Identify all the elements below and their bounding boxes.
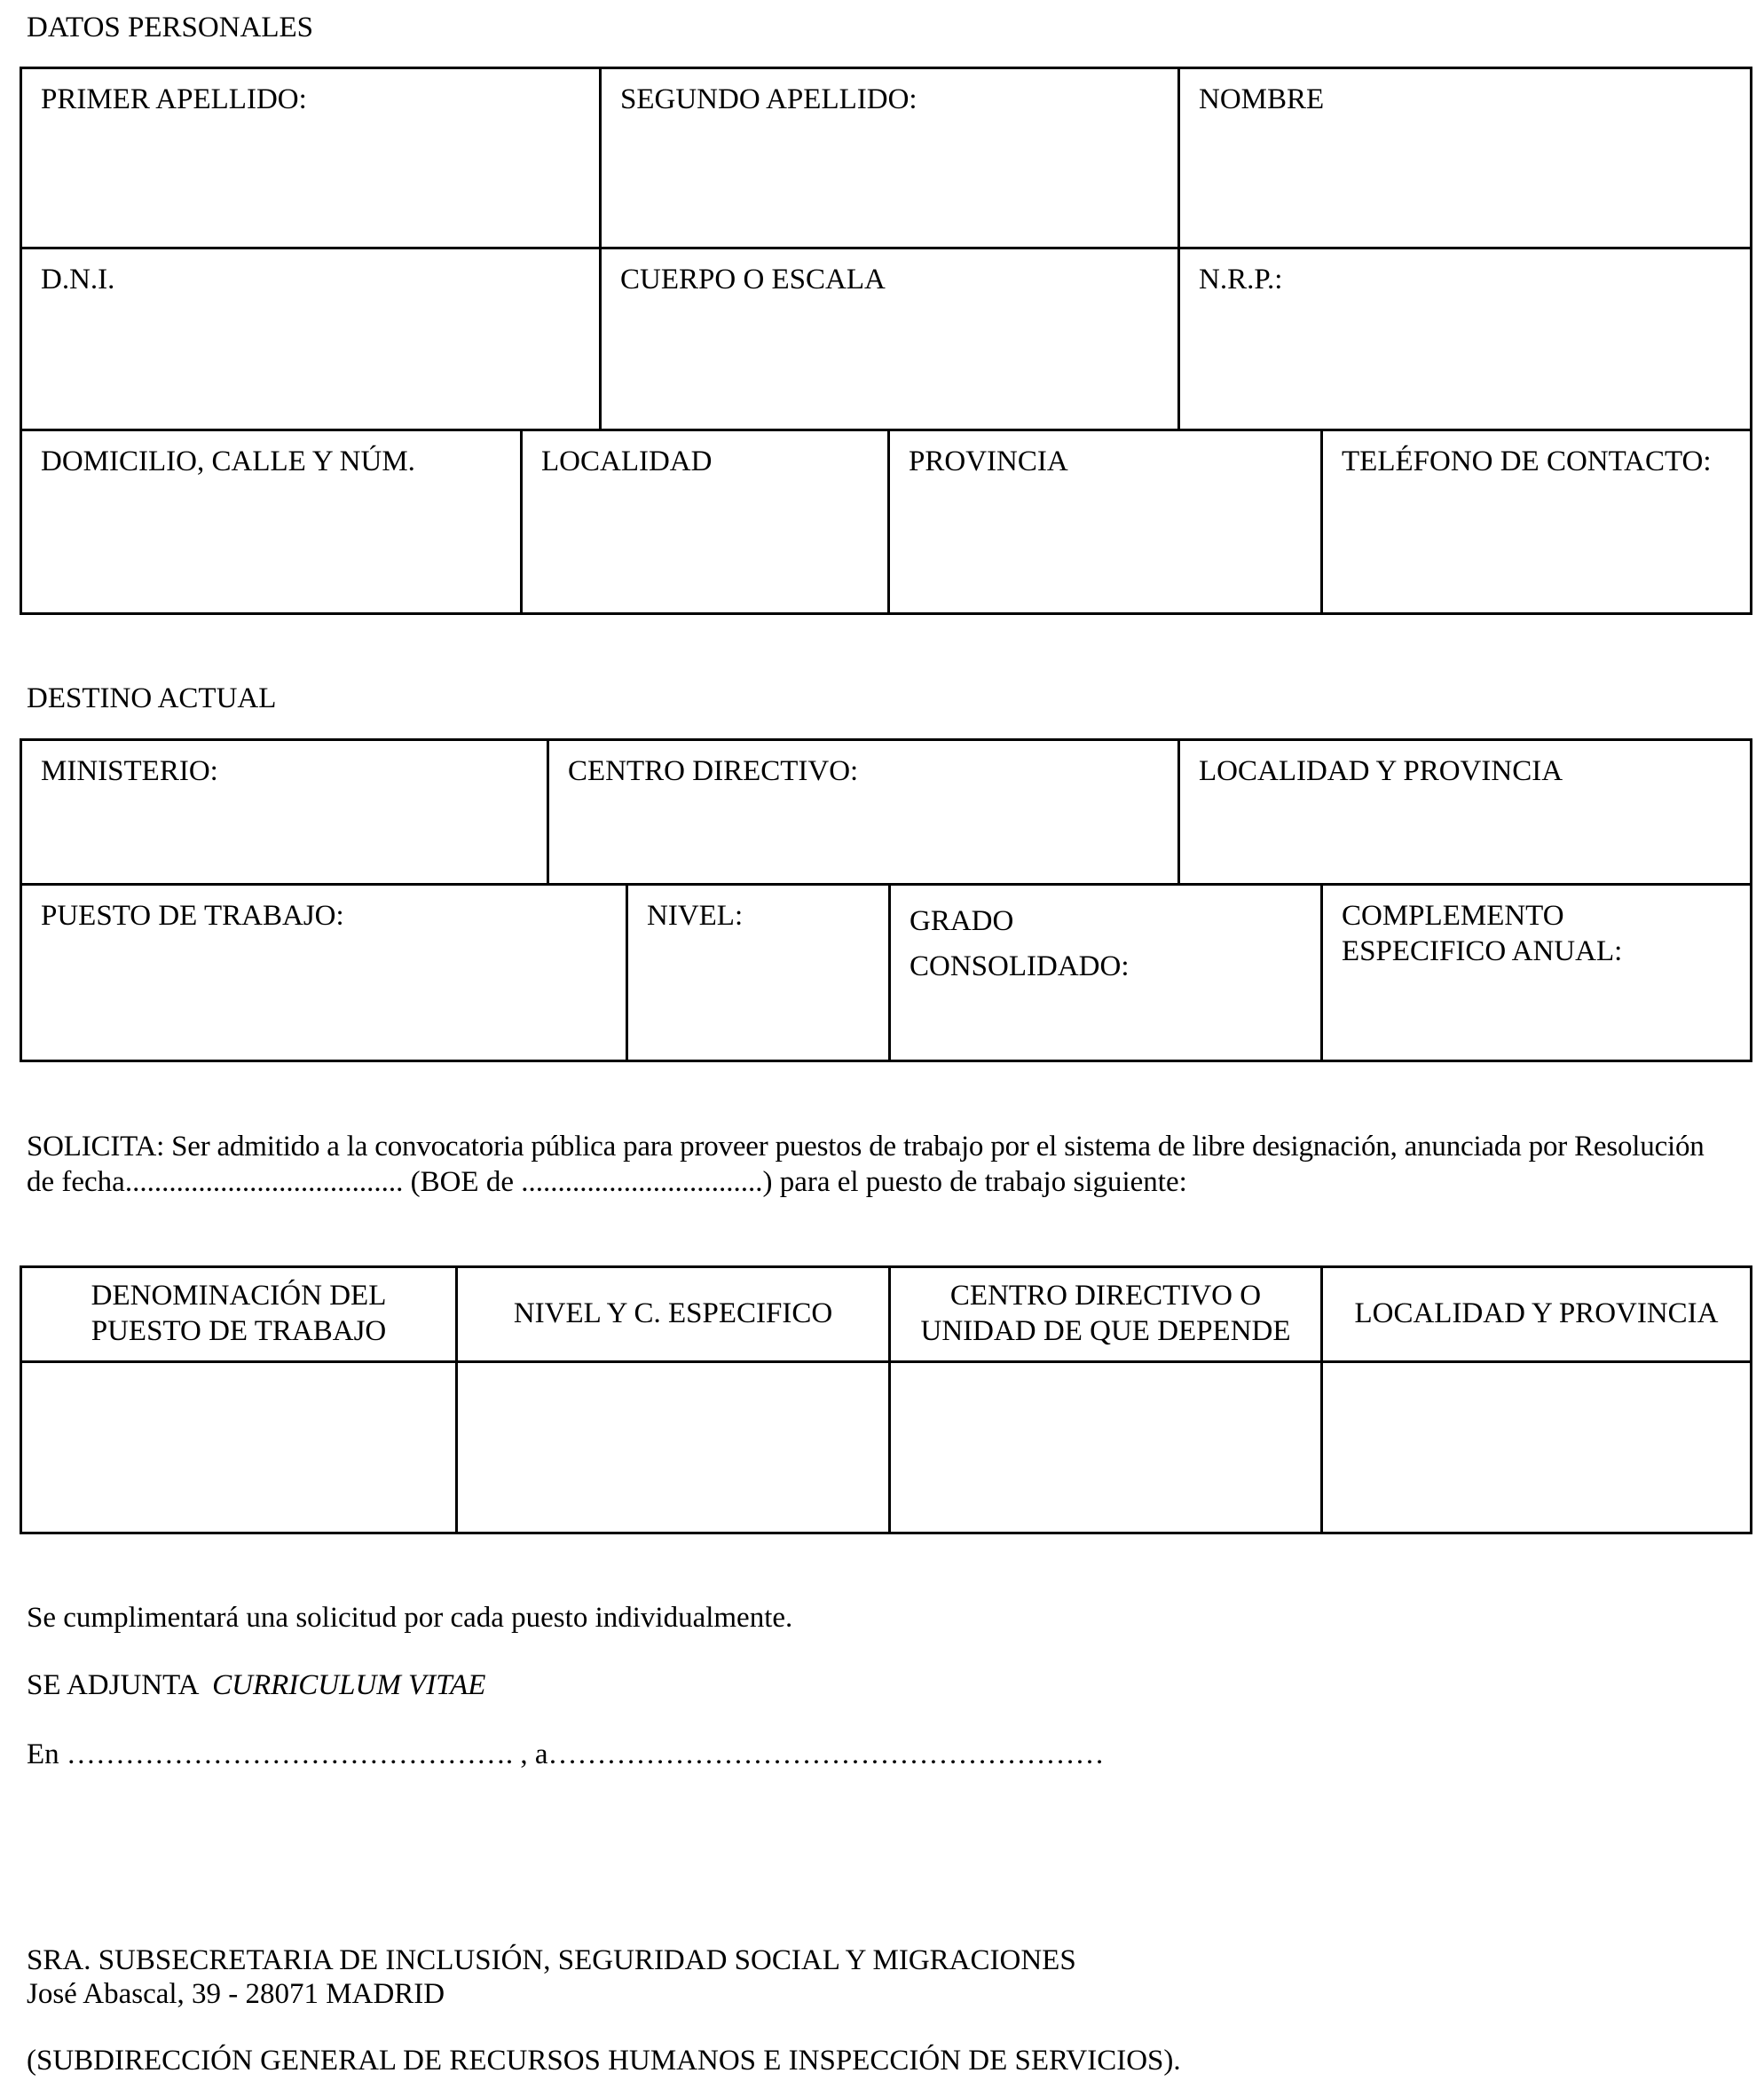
puesto-solicitado-table <box>20 1265 1752 1534</box>
field-label: DOMICILIO, CALLE Y NÚM. <box>41 445 415 477</box>
lugar-fecha-line[interactable]: En ………………………………………. , a………………………………………………… <box>27 1738 1105 1770</box>
datos-row-3 <box>22 429 1750 612</box>
header-line: CENTRO DIRECTIVO O <box>949 1280 1262 1312</box>
field-label: LOCALIDAD Y PROVINCIA <box>1199 755 1563 787</box>
section-heading-destino-actual: DESTINO ACTUAL <box>27 682 277 714</box>
header-line: PUESTO DE TRABAJO <box>91 1315 387 1347</box>
subdireccion: (SUBDIRECCIÓN GENERAL DE RECURSOS HUMANOS E INSPECCIÓN DE SERVICIOS). <box>27 2045 1181 2077</box>
solicita-line-2: de fecha...................................... (BOE de .................................) para el puesto de trabajo siguiente: <box>27 1166 1187 1199</box>
field-ministerio[interactable] <box>22 741 547 883</box>
field-telefono[interactable] <box>1320 431 1750 612</box>
header-line: DENOMINACIÓN DEL <box>91 1280 387 1312</box>
input-denominacion[interactable] <box>22 1363 455 1532</box>
field-provincia[interactable] <box>887 431 1320 612</box>
puesto-header-row <box>22 1268 1750 1360</box>
datos-row-1 <box>22 69 1750 247</box>
input-nivel-especifico[interactable] <box>455 1363 888 1532</box>
field-label-line2: CONSOLIDADO: <box>910 950 1130 983</box>
field-centro-directivo[interactable] <box>547 741 1177 883</box>
field-label: SEGUNDO APELLIDO: <box>620 83 917 115</box>
section-heading-datos-personales: DATOS PERSONALES <box>27 12 314 43</box>
field-segundo-apellido[interactable] <box>599 69 1177 247</box>
input-centro-directivo[interactable] <box>888 1363 1320 1532</box>
direccion: José Abascal, 39 - 28071 MADRID <box>27 1978 445 2010</box>
field-label: D.N.I. <box>41 264 115 296</box>
destino-row-1 <box>22 741 1750 883</box>
field-domicilio[interactable] <box>22 431 520 612</box>
field-localidad-provincia[interactable] <box>1177 741 1750 883</box>
header-line: NIVEL Y C. ESPECIFICO <box>513 1297 833 1330</box>
field-label: N.R.P.: <box>1199 264 1283 296</box>
field-label: CENTRO DIRECTIVO: <box>568 755 859 787</box>
field-dni[interactable] <box>22 249 599 429</box>
field-localidad[interactable] <box>520 431 887 612</box>
destino-actual-table <box>20 738 1752 1062</box>
header-nivel-especifico <box>455 1268 888 1360</box>
note-one-per-post: Se cumplimentará una solicitud por cada puesto individualmente. <box>27 1602 793 1634</box>
field-cuerpo-escala[interactable] <box>599 249 1177 429</box>
field-primer-apellido[interactable] <box>22 69 599 247</box>
field-label: CUERPO O ESCALA <box>620 264 886 296</box>
solicita-paragraph <box>27 1129 1752 1201</box>
header-denominacion <box>22 1268 455 1360</box>
destinatario: SRA. SUBSECRETARIA DE INCLUSIÓN, SEGURIDAD SOCIAL Y MIGRACIONES <box>27 1944 1076 1976</box>
field-label: NIVEL: <box>647 900 744 932</box>
adjunta-line <box>27 1668 485 1704</box>
header-line: LOCALIDAD Y PROVINCIA <box>1354 1297 1719 1330</box>
field-label-line1: COMPLEMENTO <box>1342 900 1564 932</box>
field-label: PUESTO DE TRABAJO: <box>41 900 344 932</box>
destino-row-2 <box>22 883 1750 1060</box>
field-label-line1: GRADO <box>910 905 1014 937</box>
input-localidad-provincia[interactable] <box>1320 1363 1750 1532</box>
field-grado-consolidado[interactable] <box>888 886 1320 1060</box>
field-puesto-trabajo[interactable] <box>22 886 626 1060</box>
field-label-line2: ESPECIFICO ANUAL: <box>1342 934 1623 967</box>
datos-personales-table <box>20 67 1752 615</box>
puesto-input-row <box>22 1360 1750 1532</box>
header-centro-directivo <box>888 1268 1320 1360</box>
field-complemento-especifico[interactable] <box>1320 886 1750 1060</box>
field-label: PROVINCIA <box>909 445 1068 477</box>
solicita-line-1: SOLICITA: Ser admitido a la convocatoria pública para proveer puestos de trabajo por el sistema de libre designación, anunciada por Resolución <box>27 1131 1705 1163</box>
field-label: MINISTERIO: <box>41 755 218 787</box>
field-nrp[interactable] <box>1177 249 1750 429</box>
datos-row-2 <box>22 247 1750 429</box>
field-label: TELÉFONO DE CONTACTO: <box>1342 445 1712 477</box>
field-label: LOCALIDAD <box>541 445 713 477</box>
field-label: PRIMER APELLIDO: <box>41 83 307 115</box>
adjunta-prefix: SE ADJUNTA <box>27 1669 213 1701</box>
header-line: UNIDAD DE QUE DEPENDE <box>920 1315 1291 1347</box>
field-nivel[interactable] <box>626 886 888 1060</box>
field-label: NOMBRE <box>1199 83 1325 115</box>
field-nombre[interactable] <box>1177 69 1750 247</box>
header-localidad-provincia <box>1320 1268 1750 1360</box>
curriculum-vitae: CURRICULUM VITAE <box>212 1669 486 1701</box>
